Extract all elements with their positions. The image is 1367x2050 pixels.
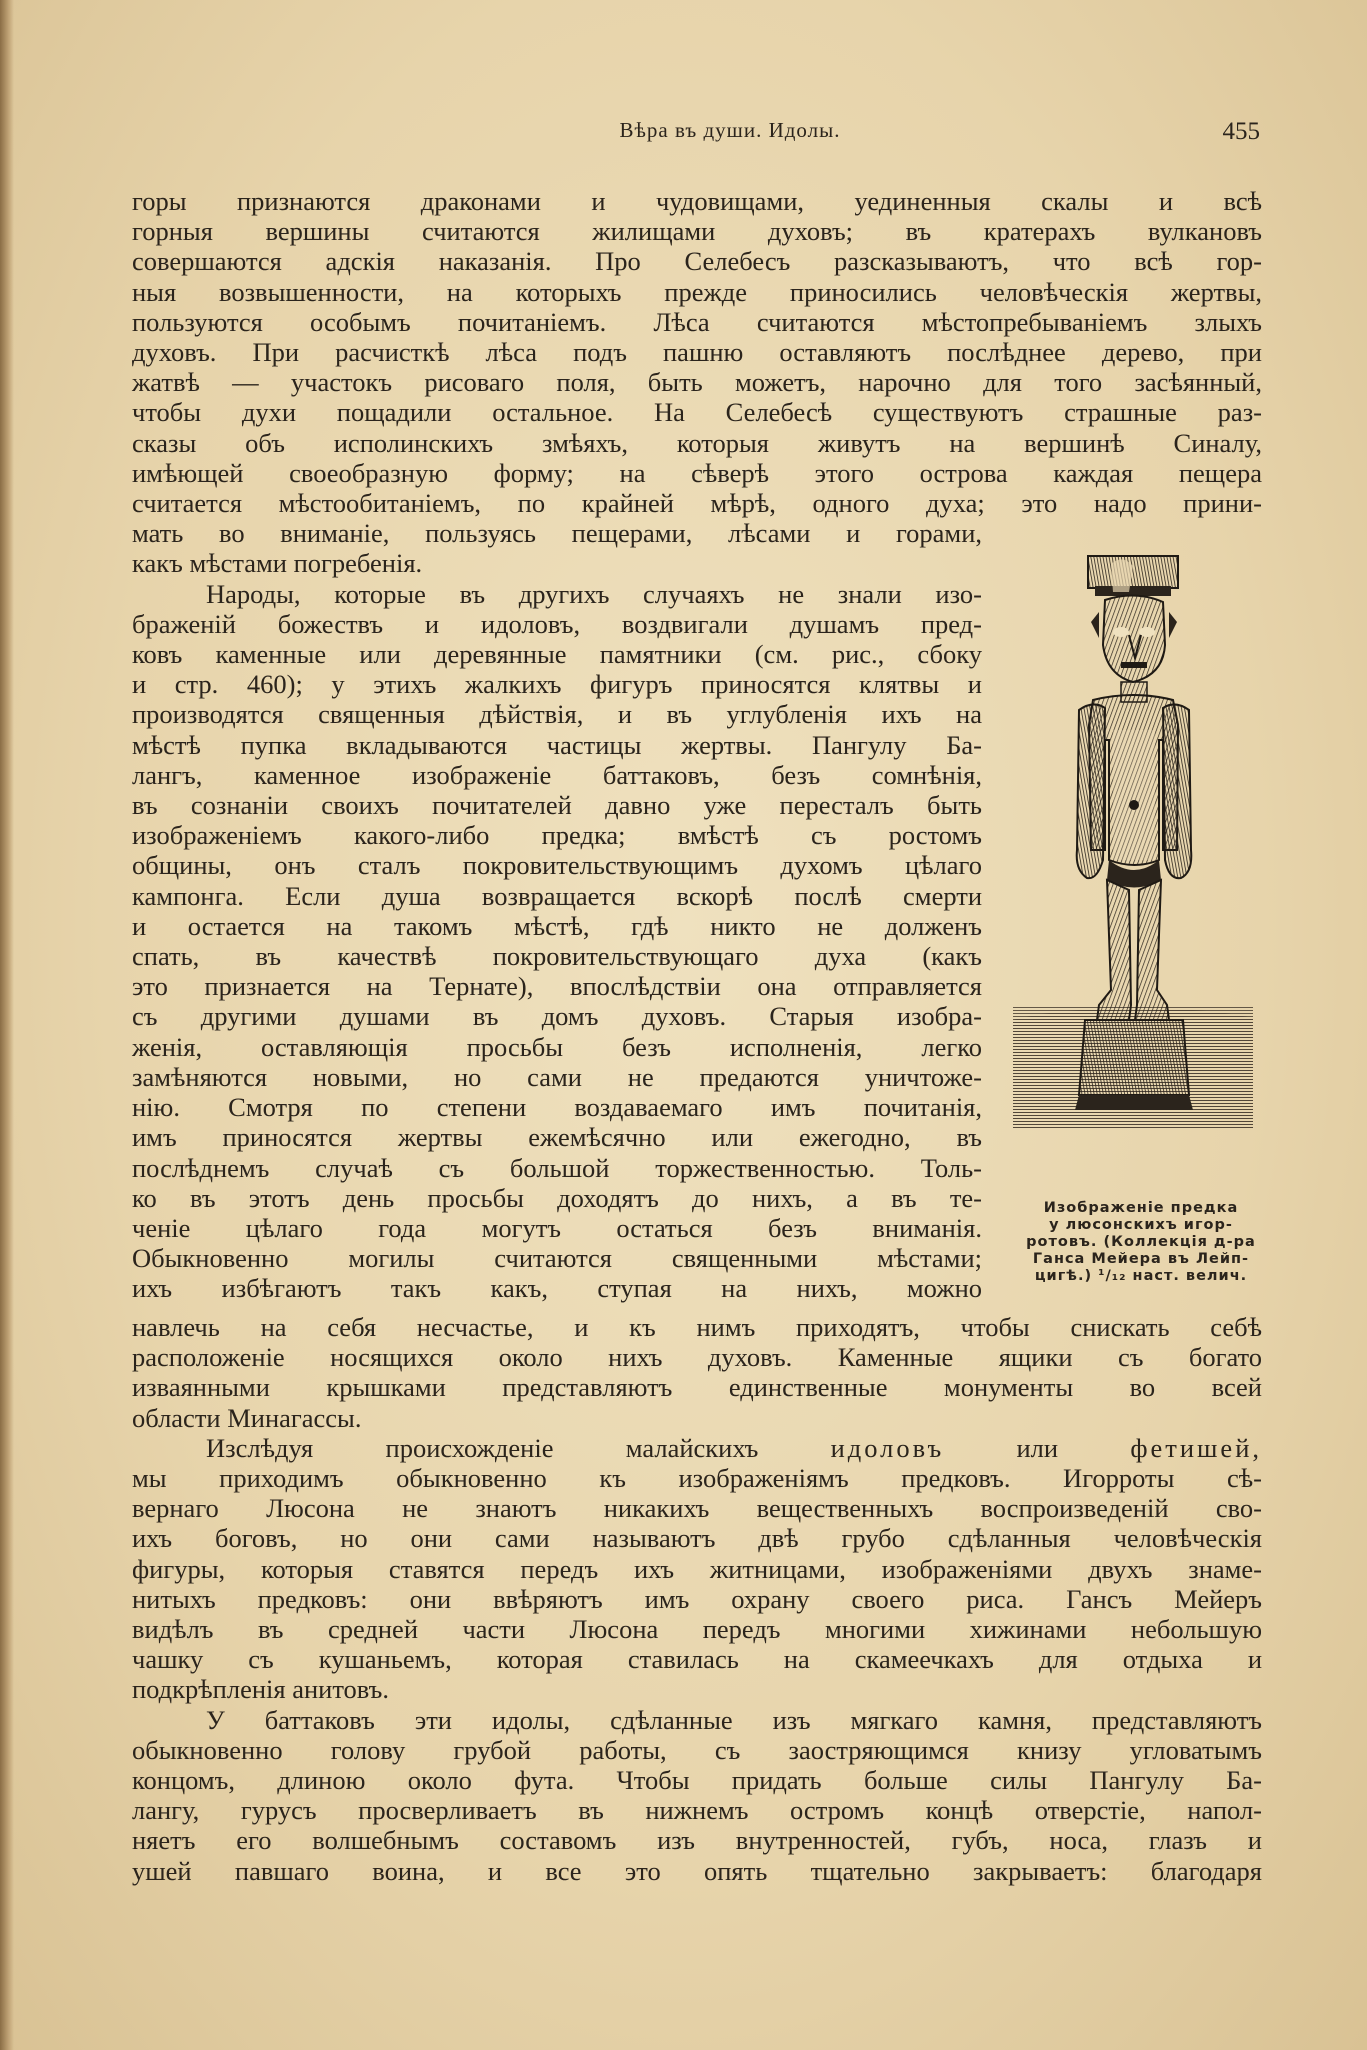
text-line: области Минагассы. xyxy=(132,1402,362,1433)
text-line: жатвѣ — участокъ рисоваго поля, быть можетъ, нарочно для того засѣянный, xyxy=(132,367,1262,398)
text-line: имѣющей своеобразную форму; на сѣверѣ этого острова каждая пещера xyxy=(132,457,1262,488)
text-line-emphasis xyxy=(132,1433,1262,1463)
text-line: и остается на такомъ мѣстѣ, гдѣ никто не долженъ xyxy=(132,910,982,941)
text-line: Народы, которые въ другихъ случаяхъ не знали изо- xyxy=(206,578,982,609)
text-line: кампонга. Если душа возвращается вскорѣ послѣ смерти xyxy=(132,880,982,911)
text-line: мать во вниманіе, пользуясь пещерами, лѣсами и горами, xyxy=(132,518,982,549)
text-line: вернаго Люсона не знаютъ никакихъ вещественныхъ воспроизведеній сво- xyxy=(132,1493,1262,1524)
caption-line: Ганса Мейера въ Лейп- xyxy=(1032,1251,1250,1267)
text-line: фигуры, которыя ставятся передъ ихъ житницами, изображеніями двухъ знаме- xyxy=(132,1553,1262,1584)
text-line: изображеніемъ какого-либо предка; вмѣстѣ съ ростомъ xyxy=(132,820,982,851)
text-line: считается мѣстообитаніемъ, по крайней мѣрѣ, одного духа; это надо прини- xyxy=(132,488,1262,519)
text-line: видѣлъ въ средней части Люсона передъ многими хижинами небольшую xyxy=(132,1614,1262,1645)
text-line: ченіе цѣлаго года могутъ остаться безъ вниманія. xyxy=(132,1212,982,1243)
text-line: изваянными крышками представляютъ единственные монументы во всей xyxy=(132,1372,1262,1403)
caption-line: Изображеніе предка xyxy=(1043,1200,1239,1216)
text-line: У баттаковъ эти идолы, сдѣланные изъ мягкаго камня, представляютъ xyxy=(206,1704,1262,1735)
text-line: ихъ избѣгаютъ такъ какъ, ступая на нихъ, можно xyxy=(132,1273,982,1304)
text-line: ко въ этотъ день просьбы доходятъ до нихъ, а въ те- xyxy=(132,1182,982,1213)
text-line: съ другими душами въ домъ духовъ. Старыя изобра- xyxy=(132,1001,982,1032)
text-line: горныя вершины считаются жилищами духовъ; въ кратерахъ вулкановъ xyxy=(132,216,1262,247)
text-line: браженій божествъ и идоловъ, воздвигали душамъ пред- xyxy=(132,608,982,639)
text-line: ихъ боговъ, но они сами называютъ двѣ грубо сдѣланныя человѣческія xyxy=(132,1523,1262,1554)
text-line: расположеніе носящихся около нихъ духовъ. Каменные ящики съ богато xyxy=(132,1342,1262,1373)
page-header xyxy=(130,118,1260,148)
text-line: обыкновенно голову грубой работы, съ заостряющимся книзу угловатымъ xyxy=(132,1734,1262,1765)
text-line: спать, въ качествѣ покровительствующаго духа (какъ xyxy=(132,941,982,972)
emphasis-idols: идоловъ xyxy=(830,1432,945,1463)
text-line: ныя возвышенности, на которыхъ прежде приносились человѣческія жертвы, xyxy=(132,276,1262,307)
text-line: духовъ. При расчисткѣ лѣса подъ пашню оставляютъ послѣднее дерево, при xyxy=(132,337,1262,368)
text-line: женія, оставляющія просьбы безъ исполненія, легко xyxy=(132,1031,982,1062)
text-line: ковъ каменные или деревянные памятники (см. рис., сбоку xyxy=(132,639,982,670)
caption-line: у люсонскихъ игор- xyxy=(1049,1217,1233,1233)
caption-line: ротовъ. (Коллекція д-ра xyxy=(1026,1234,1256,1250)
text-line: Обыкновенно могилы считаются священными мѣстами; xyxy=(132,1243,982,1274)
text-line: нитыхъ предковъ: они ввѣряютъ имъ охрану своего риса. Гансъ Мейеръ xyxy=(132,1583,1262,1614)
text-line: это признается на Тернате), впослѣдствіи она отправляется xyxy=(132,971,982,1002)
body-text-lower xyxy=(132,1312,1262,1886)
text-line: мѣстѣ пупка вкладываются частицы жертвы. Пангулу Ба- xyxy=(132,729,982,760)
text-line: замѣняются новыми, но сами не предаются уничтоже- xyxy=(132,1061,982,1092)
text-line: сказы объ исполинскихъ змѣяхъ, которыя живутъ на вершинѣ Синалу, xyxy=(132,427,1262,458)
running-title: Вѣра въ души. Идолы. xyxy=(619,118,841,142)
text-line: концомъ, длиною около фута. Чтобы придать больше силы Пангулу Ба- xyxy=(132,1765,1262,1796)
text-line: общины, онъ сталъ покровительствующимъ духомъ цѣлаго xyxy=(132,850,982,881)
text-line: навлечь на себя несчастье, и къ нимъ приходятъ, чтобы снискать себѣ xyxy=(132,1312,1262,1342)
para3-lead: Изслѣдуя происхожденіе малайскихъ xyxy=(206,1432,759,1463)
text-line: какъ мѣстами погребенія. xyxy=(132,548,423,579)
figure-caption xyxy=(1010,1200,1272,1285)
ancestor-idol-engraving xyxy=(1013,550,1268,1190)
book-spine-shadow xyxy=(0,0,14,2050)
text-line: ушей павшаго воина, и все это опять тщательно закрываетъ: благодаря xyxy=(132,1855,1262,1886)
text-line: лангъ, каменное изображеніе баттаковъ, безъ сомнѣнія, xyxy=(132,759,982,790)
paragraph-2-continued xyxy=(132,1312,1262,1433)
emphasis-fetishes: фетишей, xyxy=(1130,1432,1262,1463)
text-line: мы приходимъ обыкновенно къ изображеніямъ предковъ. Игорроты сѣ- xyxy=(132,1463,1262,1494)
text-line: чтобы духи пощадили остальное. На Селебесѣ существуютъ страшные раз- xyxy=(132,397,1262,428)
text-line: имъ приносятся жертвы ежемѣсячно или ежегодно, въ xyxy=(132,1122,982,1153)
text-line: и стр. 460); у этихъ жалкихъ фигуръ приносятся клятвы и xyxy=(132,669,982,700)
text-line: совершаются адскія наказанія. Про Селебесъ разсказываютъ, что всѣ гор- xyxy=(132,246,1262,277)
para3-or: или xyxy=(1016,1432,1059,1463)
idol-figure-illustration xyxy=(1013,550,1268,1190)
paragraph-1 xyxy=(132,186,1262,579)
text-line: горы признаются драконами и чудовищами, уединенныя скалы и всѣ xyxy=(132,186,1262,216)
paragraph-4 xyxy=(132,1705,1262,1886)
text-line: нію. Смотря по степени воздаваемаго имъ почитанія, xyxy=(132,1092,982,1123)
text-line: въ сознаніи своихъ почитателей давно уже пересталъ быть xyxy=(132,790,982,821)
text-line: производятся священныя дѣйствія, и въ углубленія ихъ на xyxy=(132,699,982,730)
text-line: пользуются особымъ почитаніемъ. Лѣса считаются мѣстопребываніемъ злыхъ xyxy=(132,306,1262,337)
text-line: послѣднемъ случаѣ съ большой торжественностью. Толь- xyxy=(132,1152,982,1183)
text-line: няетъ его волшебнымъ составомъ изъ внутренностей, губъ, носа, глазъ и xyxy=(132,1825,1262,1856)
caption-line: цигѣ.) ¹/₁₂ наст. велич. xyxy=(1034,1268,1248,1284)
page-number: 455 xyxy=(1222,118,1260,145)
text-line: лангу, гурусъ просверливаетъ въ нижнемъ остромъ концѣ отверстіе, напол- xyxy=(132,1795,1262,1826)
text-line: подкрѣпленія анитовъ. xyxy=(132,1674,389,1705)
paragraph-3 xyxy=(132,1433,1262,1705)
text-line: чашку съ кушаньемъ, которая ставилась на скамеечкахъ для отдыха и xyxy=(132,1644,1262,1675)
